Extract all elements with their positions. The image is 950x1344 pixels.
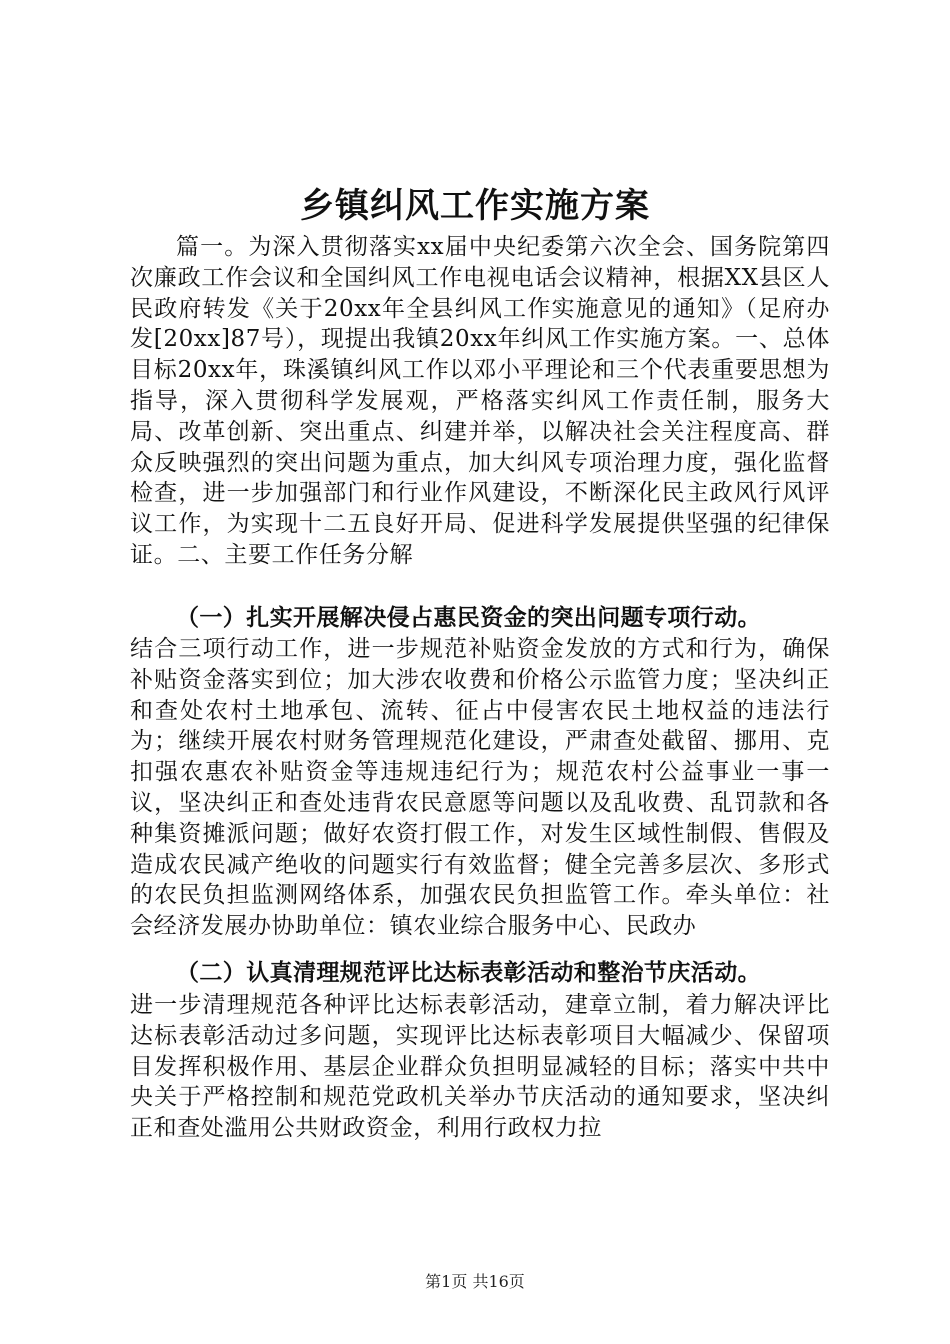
section-body-2: 进一步清理规范各种评比达标表彰活动，建章立制，着力解决评比达标表彰活动过多问题，实现评比达标表彰项目大幅减少、保留项目发挥积极作用、基层企业群众负担明显减轻的目标；落实中共中央关于严格控制和规范党政机关举办节庆活动的通知要求，坚决纠正和查处滥用公共财政资金，利用行政权力拉 (130, 992, 830, 1142)
page-footer: 第1页 共16页 (425, 1272, 525, 1291)
section-heading-2: （二）认真清理规范评比达标表彰活动和整治节庆活动。 (176, 960, 761, 986)
section-body-1: 结合三项行动工作，进一步规范补贴资金发放的方式和行为，确保补贴资金落实到位；加大涉农收费和价格公示监管力度；坚决纠正和查处农村土地承包、流转、征占中侵害农民土地权益的违法行为；继续开展农村财务管理规范化建设，严肃查处截留、挪用、克扣强农惠农补贴资金等违规违纪行为；规范农村公益事业一事一议，坚决纠正和查处违背农民意愿等问题以及乱收费、乱罚款和各种集资摊派问题；做好农资打假工作，对发生区域性制假、售假及造成农民减产绝收的问题实行有效监督；健全完善多层次、多形式的农民负担监测网络体系，加强农民负担监管工作。牵头单位：社会经济发展办协助单位：镇农业综合服务中心、民政办 (130, 636, 830, 940)
section-heading-1: （一）扎实开展解决侵占惠民资金的突出问题专项行动。 (176, 605, 761, 631)
document-title: 乡镇纠风工作实施方案 (300, 186, 650, 226)
intro-paragraph: 篇一。为深入贯彻落实xx届中央纪委第六次全会、国务院第四次廉政工作会议和全国纠风工作电视电话会议精神，根据XX县区人民政府转发《关于20xx年全县纠风工作实施意见的通知》（足府办发[20xx]87号），现提出我镇20xx年纠风工作实施方案。一、总体目标20xx年，珠溪镇纠风工作以邓小平理论和三个代表重要思想为指导，深入贯彻科学发展观，严格落实纠风工作责任制，服务大局、改革创新、突出重点、纠建并举，以解决社会关注程度高、群众反映强烈的突出问题为重点，加大纠风专项治理力度，强化监督检查，进一步加强部门和行业作风建设，不断深化民主政风行风评议工作，为实现十二五良好开局、促进科学发展提供坚强的纪律保证。二、主要工作任务分解 (130, 234, 830, 568)
